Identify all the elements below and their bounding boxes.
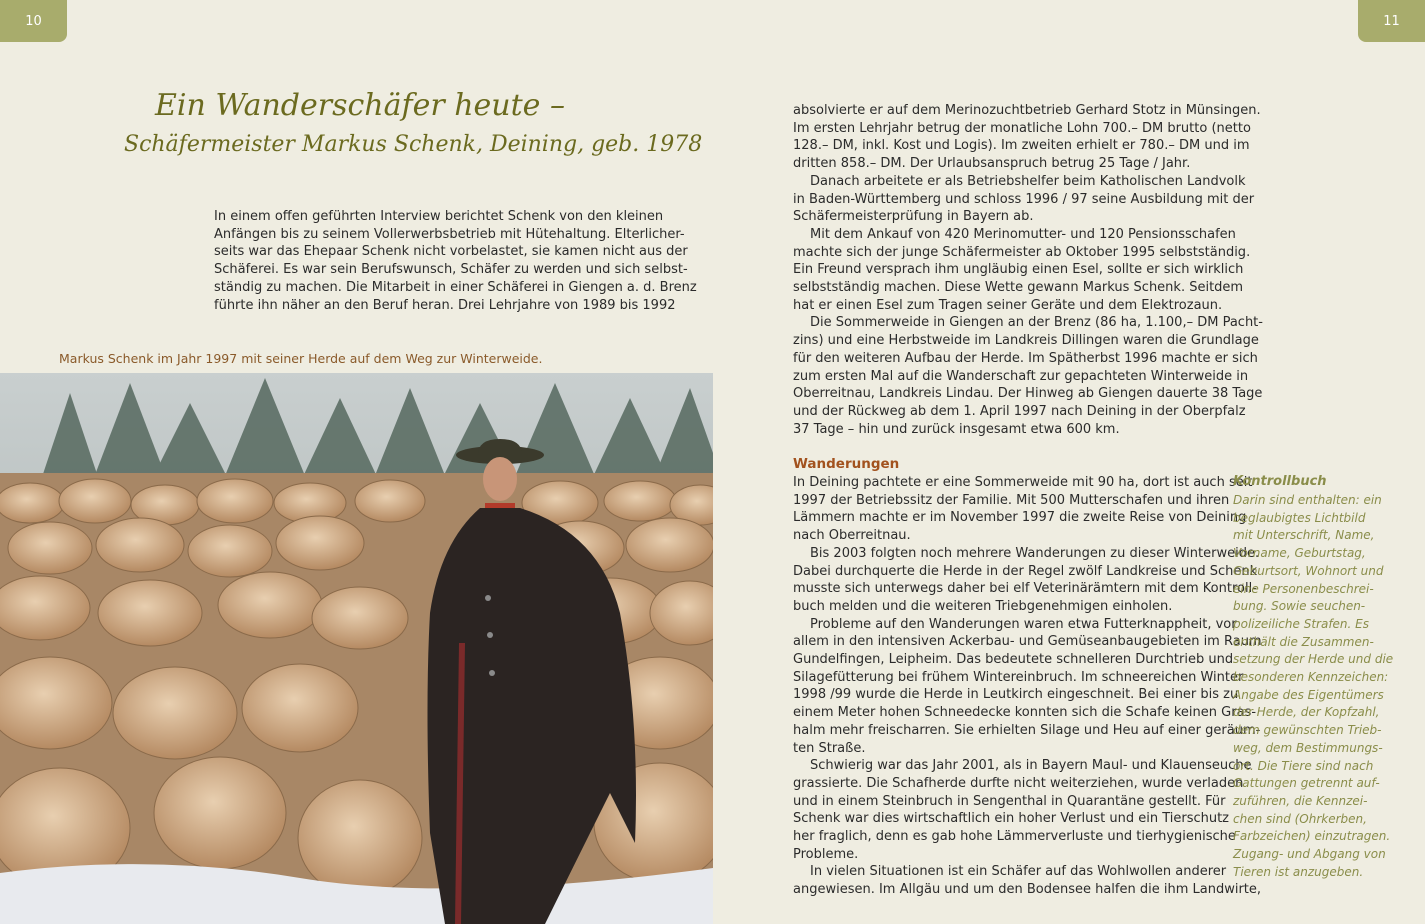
text-line: Silagefütterung bei frühem Wintereinbruch. Im schneereichen Winter: [793, 669, 1244, 685]
text-line: Im ersten Lehrjahr betrug der monatliche Lohn 700.– DM brutto (netto: [793, 120, 1251, 136]
text-line: grassierte. Die Schafherde durfte nicht weiterziehen, wurde verladen: [793, 775, 1244, 791]
text-line: Gundelfingen, Leipheim. Das bedeutete schnelleren Durchtrieb und: [793, 652, 1234, 668]
text-line: 1998 /99 wurde die Herde in Leutkirch eingeschneit. Bei einer bis zu: [793, 687, 1239, 703]
text-line: In einem offen geführten Interview berichtet Schenk von den kleinen: [214, 209, 664, 224]
text-line: Vorname, Geburtstag,: [1233, 546, 1366, 561]
text-line: Schenk war dies wirtschaftlich ein hoher Verlust und ein Tierschutz: [793, 811, 1230, 827]
text-line: angewiesen. Im Allgäu und um den Bodensee halfen die ihm Landwirte,: [793, 882, 1262, 898]
text-line: enthält die Zusammen-: [1233, 634, 1374, 649]
text-line: Probleme auf den Wanderungen waren etwa Futterknappheit, vor: [810, 616, 1237, 632]
text-line: Zugang- und Abgang von: [1233, 847, 1386, 862]
text-line: chen sind (Ohrkerben,: [1233, 811, 1367, 826]
text-line: Dabei durchquerte die Herde in der Regel zwölf Landkreise und Schenk: [793, 563, 1258, 579]
text-line: nach Oberreitnau.: [793, 528, 911, 544]
text-line: hat er einen Esel zum Tragen seiner Geräte und dem Elektrozaun.: [793, 297, 1223, 313]
text-line: Bis 2003 folgten noch mehrere Wanderungen zu dieser Winterweide.: [810, 545, 1260, 561]
text-line: und in einem Steinbruch in Sengenthal in Quarantäne gestellt. Für: [793, 793, 1226, 809]
text-line: beglaubigtes Lichtbild: [1233, 510, 1366, 525]
text-line: in Baden-Württemberg und schloss 1996 / 97 seine Ausbildung mit der: [793, 191, 1255, 207]
text-line: ort. Die Tiere sind nach: [1233, 758, 1374, 773]
text-line: zum ersten Mal auf die Wanderschaft zur gepachteten Winterweide in: [793, 368, 1249, 384]
text-line: Darin sind enthalten: ein: [1233, 493, 1382, 507]
text-line: der Herde, der Kopfzahl,: [1233, 705, 1380, 720]
text-line: In vielen Situationen ist ein Schäfer auf das Wohlwollen anderer: [810, 864, 1227, 880]
text-line: Gattungen getrennt auf-: [1233, 776, 1380, 791]
text-line: 37 Tage – hin und zurück insgesamt etwa 600 km.: [793, 421, 1120, 437]
sidebar-text: [1233, 492, 1393, 881]
text-line: zuführen, die Kennzei-: [1233, 793, 1368, 808]
text-line: für den weiteren Aufbau der Herde. Im Spätherbst 1996 machte er sich: [793, 350, 1258, 366]
text-line: Probleme.: [793, 846, 859, 862]
text-line: halm mehr freischarren. Sie erhielten Silage und Heu auf einer geräum-: [793, 722, 1261, 738]
text-line: Die Sommerweide in Giengen an der Brenz (86 ha, 1.100,– DM Pacht-: [810, 315, 1263, 331]
text-line: dem gewünschten Trieb-: [1233, 723, 1382, 738]
text-line: absolvierte er auf dem Merinozuchtbetrieb Gerhard Stotz in Münsingen.: [793, 103, 1261, 118]
text-line: zins) und eine Herbstweide im Landkreis Dillingen waren die Grundlage: [793, 333, 1259, 349]
text-line: 128.– DM, inkl. Kost und Logis). Im zweiten erhielt er 780.– DM und im: [793, 138, 1250, 154]
text-line: weg, dem Bestimmungs-: [1233, 740, 1383, 755]
text-line: buch melden und die weiteren Triebgenehmigen einholen.: [793, 598, 1173, 614]
text-line: dritten 858.– DM. Der Urlaubsanspruch betrug 25 Tage / Jahr.: [793, 156, 1191, 172]
page-number-left: 10: [0, 0, 67, 42]
text-line: musste sich unterwegs daher bei elf Veterinärämtern mit dem Kontroll-: [793, 581, 1257, 597]
page-subtitle: Schäfermeister Markus Schenk, Deining, geb. 1978: [124, 132, 703, 157]
text-line: besonderen Kennzeichen:: [1233, 670, 1389, 685]
text-line: Oberreitnau, Landkreis Lindau. Der Hinweg ab Giengen dauerte 38 Tage: [793, 386, 1263, 402]
text-line: Schäferei. Es war sein Berufswunsch, Schäfer zu werden und sich selbst-: [214, 262, 688, 278]
text-line: Angabe des Eigentümers: [1233, 687, 1384, 702]
text-line: führte ihn näher an den Beruf heran. Drei Lehrjahre von 1989 bis 1992: [214, 297, 676, 313]
text-line: setzung der Herde und die: [1233, 652, 1394, 667]
text-line: machte sich der junge Schäfermeister ab Oktober 1995 selbstständig.: [793, 244, 1251, 260]
text-line: Lämmern machte er im November 1997 die zweite Reise von Deining: [793, 510, 1247, 526]
text-line: eine Personenbeschrei-: [1233, 581, 1374, 596]
text-line: Mit dem Ankauf von 420 Merinomutter- und 120 Pensionsschafen: [810, 226, 1236, 242]
text-line: polizeiliche Strafen. Es: [1233, 616, 1369, 631]
text-line: ständig zu machen. Die Mitarbeit in einer Schäferei in Giengen a. d. Brenz: [214, 279, 697, 295]
text-line: Tieren ist anzugeben.: [1233, 864, 1364, 879]
wanderungen-text: [793, 474, 1262, 899]
text-line: selbstständig machen. Diese Wette gewann Markus Schenk. Seitdem: [793, 280, 1244, 296]
text-line: mit Unterschrift, Name,: [1233, 528, 1375, 543]
intro-paragraph: [214, 208, 697, 314]
text-line: Schäfermeisterprüfung in Bayern ab.: [793, 209, 1034, 225]
right-column-text: [793, 102, 1263, 438]
section-heading: Wanderungen: [793, 456, 900, 472]
text-line: und der Rückweg ab dem 1. April 1997 nach Deining in der Oberpfalz: [793, 403, 1246, 419]
text-line: In Deining pachtete er eine Sommerweide mit 90 ha, dort ist auch seit: [793, 475, 1253, 490]
text-line: Danach arbeitete er als Betriebshelfer beim Katholischen Landvolk: [810, 173, 1246, 189]
text-line: 1997 der Betriebssitz der Familie. Mit 500 Mutterschafen und ihren: [793, 492, 1230, 508]
text-line: ten Straße.: [793, 740, 866, 756]
photo-caption: Markus Schenk im Jahr 1997 mit seiner Herde auf dem Weg zur Winterweide.: [59, 351, 543, 366]
text-line: her fraglich, denn es gab hohe Lämmerverluste und tierhygienische: [793, 829, 1236, 845]
text-line: einem Meter hohen Schneedecke konnten sich die Schafe keinen Gras-: [793, 705, 1257, 721]
text-line: allem in den intensiven Ackerbau- und Gemüseanbaugebieten im Raum: [793, 634, 1262, 650]
text-line: seits war das Ehepaar Schenk nicht vorbelastet, sie kamen nicht aus der: [214, 244, 688, 260]
text-line: bung. Sowie seuchen-: [1233, 599, 1366, 614]
text-line: Schwierig war das Jahr 2001, als in Bayern Maul- und Klauenseuche: [810, 758, 1252, 774]
page-number-right: 11: [1358, 0, 1425, 42]
text-line: Farbzeichen) einzutragen.: [1233, 829, 1391, 844]
text-line: Geburtsort, Wohnort und: [1233, 563, 1384, 578]
text-line: Anfängen bis zu seinem Vollerwerbsbetrieb mit Hütehaltung. Elterlicher-: [214, 226, 685, 242]
text-line: Ein Freund versprach ihm ungläubig einen Esel, sollte er sich wirklich: [793, 262, 1244, 278]
page-title: Ein Wanderschäfer heute –: [155, 88, 565, 123]
shepherd-photo: [0, 373, 713, 924]
sidebar-title: Kontrollbuch: [1233, 474, 1327, 489]
